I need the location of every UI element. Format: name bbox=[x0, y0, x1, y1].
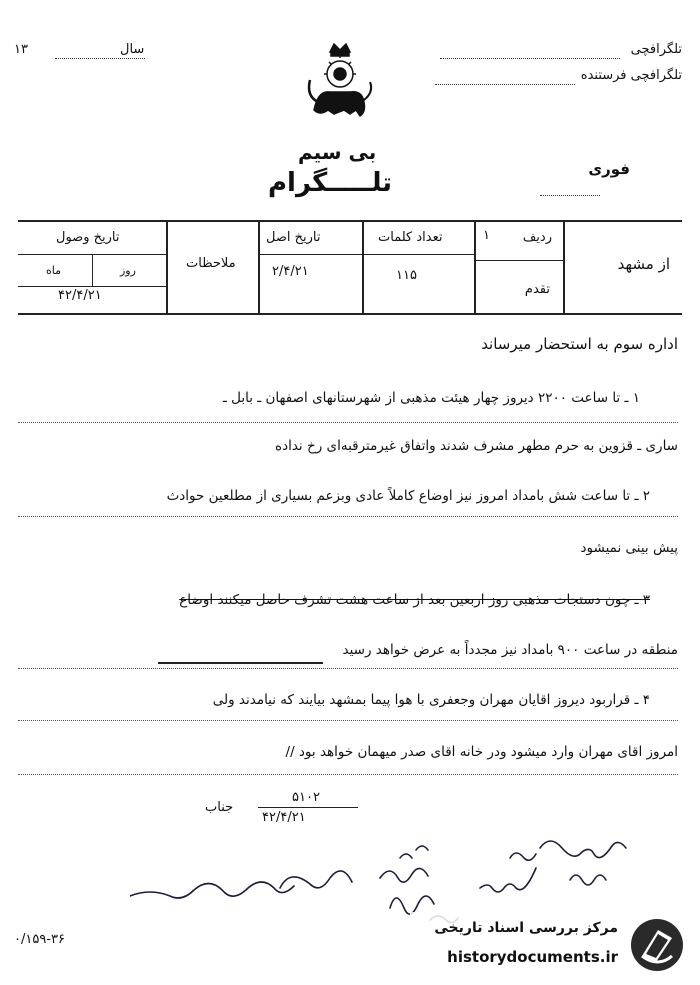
body-line-6: منطقه در ساعت ۹۰۰ بامداد نیز مجدداً به عرض خواهد رسید bbox=[342, 642, 678, 658]
priority-label: تقدم bbox=[524, 282, 550, 297]
operator-dotted-line bbox=[440, 58, 620, 59]
body-intro: اداره سوم به استحضار میرساند bbox=[481, 335, 678, 353]
word-count-value: ۱۱۵ bbox=[396, 268, 417, 283]
table-divider-3 bbox=[362, 220, 364, 315]
original-date-split bbox=[258, 254, 362, 255]
table-divider-4 bbox=[258, 220, 260, 315]
original-date-label: تاریخ اصل bbox=[266, 230, 321, 245]
signature-code: ۵۱۰۲ bbox=[292, 790, 320, 805]
urgent-dotted-line bbox=[540, 195, 600, 196]
form-number: ۰/۱۵۹-۳۶ bbox=[14, 932, 65, 947]
archive-name: مرکز بررسی اسناد تاریخی bbox=[434, 920, 618, 936]
word-count-split bbox=[362, 254, 474, 255]
day-label: روز bbox=[120, 264, 136, 277]
table-divider-2 bbox=[474, 220, 476, 315]
underline-handwritten bbox=[158, 662, 323, 664]
body-rule-5 bbox=[18, 774, 678, 775]
archive-watermark bbox=[410, 912, 692, 978]
remarks-label: ملاحظات bbox=[186, 256, 236, 271]
body-line-5: ۳ ـ چون دستجات مذهبی روز اربعین بعد از ساعت هشت تشرف حاصل میکنند اوضاع bbox=[179, 592, 650, 608]
receipt-date-label: تاریخ وصول bbox=[56, 230, 120, 245]
body-line-8: امروز اقای مهران وارد میشود ودر خانه اقای صدر میهمان خواهد بود // bbox=[285, 744, 678, 760]
body-line-2: ساری ـ قزوین به حرم مطهر مشرف شدند واتفاق غیرمترقبه‌ای رخ نداده bbox=[275, 438, 678, 454]
original-date-value: ۲/۴/۲۱ bbox=[272, 264, 309, 279]
body-line-1: ۱ ـ تا ساعت ۲۲۰۰ دیروز چهار هیئت مذهبی از شهرستانهای اصفهان ـ بابل ـ bbox=[222, 390, 640, 406]
signature-date: ۴۲/۴/۲۱ bbox=[262, 810, 306, 825]
body-rule-2 bbox=[18, 516, 678, 517]
lion-and-sun-emblem-icon bbox=[300, 40, 380, 130]
body-rule-1 bbox=[18, 422, 678, 423]
signature-fraction-line bbox=[258, 807, 358, 808]
archive-logo-icon bbox=[628, 916, 686, 974]
telegram-title: تلـــــگرام bbox=[268, 168, 393, 198]
receipt-date-value: ۴۲/۴/۲۱ bbox=[58, 288, 102, 303]
from-label: از مشهد bbox=[617, 255, 670, 273]
year-label: سال bbox=[120, 42, 145, 57]
table-divider-1 bbox=[563, 220, 565, 315]
table-bottom-border bbox=[18, 313, 682, 315]
body-line-3: ۲ ـ تا ساعت شش بامداد امروز نیز اوضاع کاملاً عادی وبزعم بسیاری از مطلعین حوادث bbox=[166, 488, 650, 504]
row-no-label: ردیف bbox=[522, 230, 552, 245]
month-label: ماه bbox=[46, 264, 62, 277]
row-no-value: ۱ bbox=[483, 228, 490, 243]
sender-operator-dotted-line bbox=[435, 84, 575, 85]
year-dotted-line bbox=[55, 58, 145, 59]
year-value: ۱۳ bbox=[14, 42, 28, 57]
body-line-4: پیش بینی نمیشود bbox=[580, 540, 678, 556]
receipt-day-month-split bbox=[92, 254, 93, 286]
archive-url: historydocuments.ir bbox=[447, 948, 618, 966]
urgent-label: فوری bbox=[588, 160, 630, 178]
wireless-label: بی سیم bbox=[298, 140, 377, 164]
sender-operator-label: تلگرافچی فرستنده bbox=[580, 68, 682, 83]
row-cell-split bbox=[474, 260, 564, 261]
body-rule-3 bbox=[18, 668, 678, 669]
receipt-date-inner-line bbox=[18, 286, 166, 287]
operator-label: تلگرافچی bbox=[630, 42, 682, 57]
table-top-border bbox=[18, 220, 682, 222]
table-divider-5 bbox=[166, 220, 168, 315]
body-line-7: ۴ ـ قراربود دیروز اقایان مهران وجعفری با هوا پیما بمشهد بیایند که نیامدند ولی bbox=[212, 692, 650, 708]
signature-honorific: جناب bbox=[205, 800, 234, 815]
word-count-label: تعداد کلمات bbox=[378, 230, 443, 245]
body-rule-4 bbox=[18, 720, 678, 721]
